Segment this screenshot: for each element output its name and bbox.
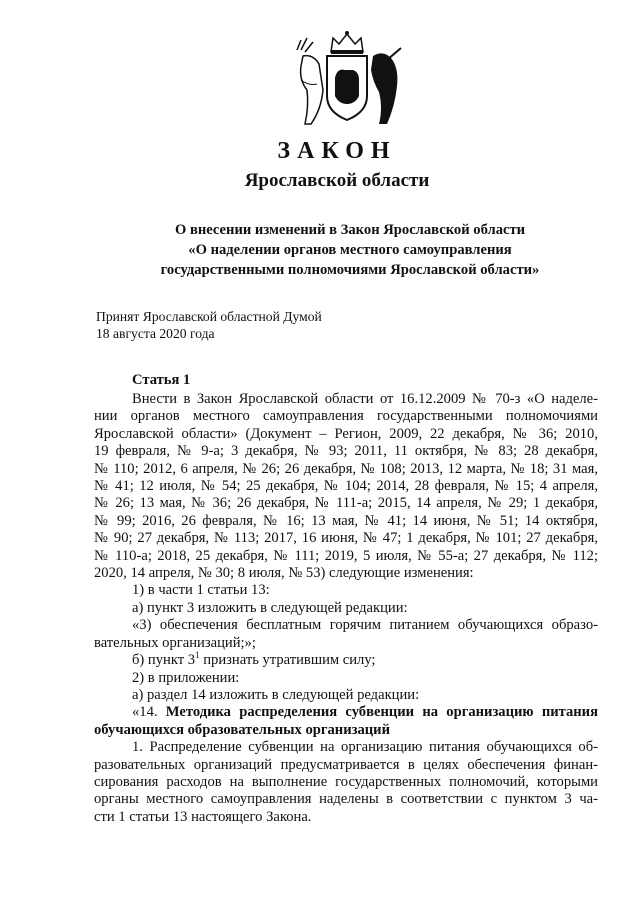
- section-title-cont: обучающихся образовательных организаций: [94, 721, 391, 738]
- section-title: Методика распределения субвенции на организацию питания: [165, 704, 598, 721]
- text-line: 2020, 14 апреля, № 30; 8 июля, № 53) следующие изменения:: [94, 565, 474, 582]
- list-item: а) раздел 14 изложить в следующей редакции:: [132, 686, 420, 703]
- subject-line: «О наделении органов местного самоуправления: [188, 242, 512, 258]
- section-number: «14.: [132, 704, 158, 721]
- text-line: № 110-а; 2018, 25 декабря, № 111; 2019, 5 июля, № 55-а; 27 декабря, № 112;: [94, 547, 598, 564]
- text-line: разовательных организаций предусматривается в целях обеспечения финан-: [94, 756, 598, 773]
- text-line: нии органов местного самоуправления государственными полномочиями: [94, 408, 598, 425]
- section-heading: [94, 704, 598, 721]
- text-line: сирования расходов на выполнение государственных полномочий, которыми: [94, 773, 598, 790]
- adopted-by: Принят Ярославской областной Думой: [96, 309, 322, 324]
- superscript: 1: [195, 650, 200, 661]
- adoption-info: [96, 308, 322, 342]
- text-line: № 41; 12 июля, № 54; 25 декабря, № 104; 2014, 28 февраля, № 15; 4 апреля,: [94, 478, 598, 495]
- bear-icon: [335, 70, 359, 104]
- coat-of-arms-emblem: [287, 30, 407, 128]
- adopted-date: 18 августа 2020 года: [96, 326, 215, 341]
- item-text: признать утратившим силу;: [199, 652, 376, 669]
- text-line: № 26; 13 мая, № 36; 26 декабря, № 111-а; 2015, 14 апреля, № 29; 1 декабря,: [94, 495, 598, 512]
- list-item: а) пункт 3 изложить в следующей редакции:: [132, 599, 408, 616]
- text-line: Внести в Закон Ярославской области от 16.12.2009 № 70-з «О наделе-: [132, 391, 598, 407]
- bear-supporter-icon: [371, 48, 401, 124]
- list-item: [94, 652, 598, 669]
- text-line: «3) обеспечения бесплатным горячим питанием обучающихся образо-: [132, 617, 598, 634]
- list-item: 1) в части 1 статьи 13:: [132, 582, 270, 599]
- article-body: [94, 391, 598, 826]
- text-line: вательных организаций;»;: [94, 634, 256, 651]
- text-line: сти 1 статьи 13 настоящего Закона.: [94, 808, 312, 825]
- text-line: 19 февраля, № 9-а; 3 декабря, № 93; 2011, 11 октября, № 83; 28 декабря,: [94, 443, 598, 460]
- text-line: 1. Распределение субвенции на организацию питания обучающихся об-: [132, 739, 598, 756]
- text-line: № 90; 27 декабря, № 113; 2017, 16 июня, № 47; 1 декабря, № 101; 27 декабря,: [94, 530, 598, 547]
- article-heading: Статья 1: [132, 372, 191, 388]
- subject-line: О внесении изменений в Закон Ярославской области: [174, 222, 526, 238]
- document-type-title: ЗАКОН: [277, 138, 397, 164]
- law-subject: [130, 220, 570, 280]
- text-line: № 99; 2016, 26 февраля, № 16; 13 мая, № 41; 14 июня, № 51; 14 октября,: [94, 512, 598, 529]
- deer-supporter-icon: [297, 38, 323, 124]
- text-line: Ярославской области» (Документ – Регион, 2009, 22 декабря, № 36; 2010,: [94, 425, 598, 442]
- text-line: № 110; 2012, 6 апреля, № 26; 26 декабря, № 108; 2013, 12 марта, № 18; 31 мая,: [94, 460, 598, 477]
- item-text: б) пункт 3: [132, 652, 196, 669]
- region-title: Ярославской области: [244, 170, 430, 191]
- list-item: 2) в приложении:: [132, 669, 240, 686]
- crown-icon: [331, 31, 363, 54]
- subject-line: государственными полномочиями Ярославской области»: [160, 262, 540, 278]
- text-line: органы местного самоуправления наделены в соответствии с пунктом 3 ча-: [94, 791, 598, 808]
